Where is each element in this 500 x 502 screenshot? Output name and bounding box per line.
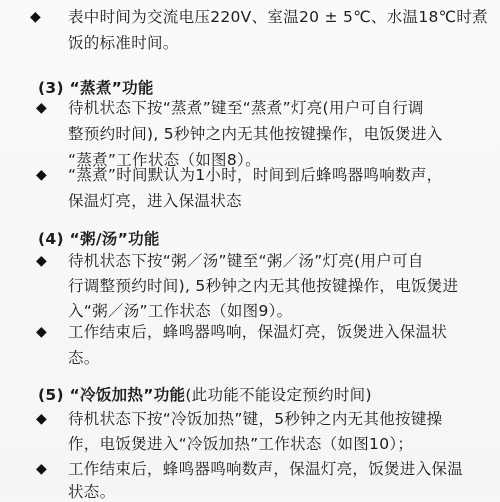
section-3-bullet-2-line-1: “蒸煮”时间默认为1小时，时间到后蜂鸣器鸣响数声， [68,166,443,184]
section-5-bullet-1-line-1: 待机状态下按“冷饭加热”键，5秒钟之内无其他按键操 [68,410,443,428]
section-3-bullet-1-line-1: 待机状态下按“蒸煮”键至“蒸煮”灯亮(用户可自行调 [68,99,424,117]
section-4-bullet-1-line-3: 入“粥／汤”工作状态（如图9）。 [68,302,293,320]
bullet-diamond-icon: ◆ [36,324,47,340]
section-3-heading: (3) “蒸煮”功能 [38,79,154,97]
section-4-bullet-2-line-2: 态。 [68,349,100,367]
section-4-bullet-1-line-2: 行调整预约时间), 5秒钟之内无其他按键操作，电饭煲进 [68,277,459,295]
bullet-diamond-icon: ◆ [36,253,47,269]
bullet-diamond-icon: ◆ [36,100,47,116]
section-3-bullet-1-line-3: “蒸煮”工作状态（如图8）。 [68,151,261,169]
section-5-bullet-1-line-2: 作，电饭煲进入“冷饭加热”工作状态（如图10）； [68,435,414,453]
section-5-bullet-2-line-2: 状态。 [68,483,116,501]
intro-line-2: 饭的标准时间。 [68,34,179,52]
section-3-bullet-1-line-2: 整预约时间), 5秒钟之内无其他按键操作，电饭煲进入 [68,125,443,143]
bullet-diamond-icon: ◆ [30,9,41,25]
section-4-heading: (4) “粥/汤”功能 [38,230,160,248]
section-5-heading [38,385,372,405]
section-5-heading-title: (5) “冷饭加热”功能 [38,386,186,404]
intro-line-1: 表中时间为交流电压220V、室温20 ± 5℃、水温18℃时煮 [68,8,488,26]
bullet-diamond-icon: ◆ [36,411,47,427]
section-4-bullet-2-line-1: 工作结束后，蜂鸣器鸣响，保温灯亮，饭煲进入保温状 [68,323,448,341]
section-5-bullet-2-line-1: 工作结束后，蜂鸣器鸣响数声，保温灯亮，饭煲进入保温 [68,460,464,478]
section-5-heading-note: (此功能不能设定预约时间) [185,386,372,404]
bullet-diamond-icon: ◆ [36,461,47,477]
section-4-bullet-1-line-1: 待机状态下按“粥／汤”键至“粥／汤”灯亮(用户可自 [68,252,424,270]
bullet-diamond-icon: ◆ [36,167,47,183]
section-3-bullet-2-line-2: 保温灯亮，进入保温状态 [68,192,242,210]
